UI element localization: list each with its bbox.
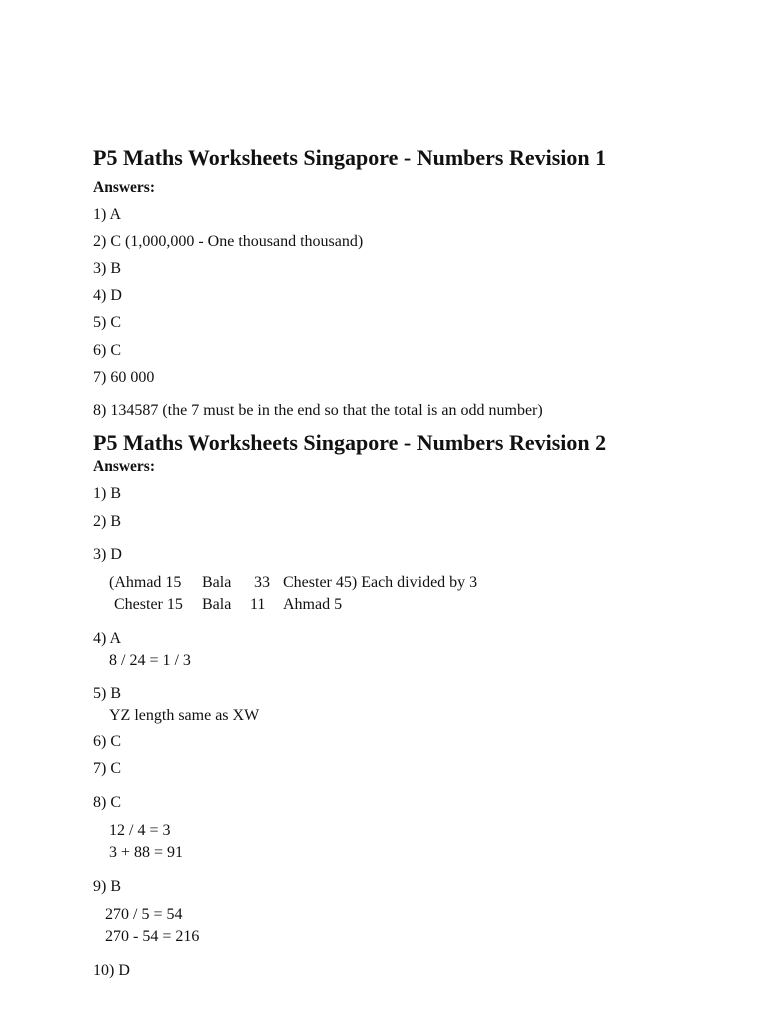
- section2-answer-8: 8) C: [93, 794, 121, 811]
- section1-title: P5 Maths Worksheets Singapore - Numbers Revision 1: [93, 145, 607, 170]
- section2-answer-6: 6) C: [93, 733, 121, 750]
- q3-row1-col1: (Ahmad 15: [109, 574, 182, 591]
- section2-answer-4: 4) A: [93, 630, 121, 647]
- section1-answer-8: 8) 134587 (the 7 must be in the end so that the total is an odd number): [93, 402, 543, 419]
- section2-title: P5 Maths Worksheets Singapore - Numbers Revision 2: [93, 430, 607, 455]
- section2-answer-10: 10) D: [93, 962, 130, 979]
- section2-answer-7: 7) C: [93, 760, 121, 777]
- section1-answer-5: 5) C: [93, 314, 121, 331]
- section1-answer-2: 2) C (1,000,000 - One thousand thousand): [93, 233, 364, 250]
- section2-answers-label: Answers:: [93, 458, 155, 475]
- q3-row2-col2: Bala: [202, 596, 232, 613]
- section2-answer-5: 5) B: [93, 685, 121, 702]
- section2-answer-3: 3) D: [93, 546, 122, 563]
- section2-answer-9: 9) B: [93, 878, 121, 895]
- section1-answers-label: Answers:: [93, 179, 155, 196]
- q9-working-line1: 270 / 5 = 54: [105, 906, 183, 923]
- section2-answer-2: 2) B: [93, 513, 121, 530]
- q3-row2-col4: Ahmad 5: [283, 596, 343, 613]
- section1-answer-6: 6) C: [93, 342, 121, 359]
- q3-row1-col2: Bala: [202, 574, 232, 591]
- q4-working: 8 / 24 = 1 / 3: [109, 652, 191, 669]
- section2-answer-1: 1) B: [93, 485, 121, 502]
- q9-working-line2: 270 - 54 = 216: [105, 928, 200, 945]
- q3-row2-col3: 11: [250, 596, 266, 613]
- q3-row2-col1: Chester 15: [114, 596, 183, 613]
- section1-answer-3: 3) B: [93, 260, 121, 277]
- section1-answer-7: 7) 60 000: [93, 369, 155, 386]
- section1-answer-4: 4) D: [93, 287, 122, 304]
- q3-row1-col4: Chester 45) Each divided by 3: [283, 574, 478, 591]
- q8-working-line2: 3 + 88 = 91: [109, 844, 184, 861]
- q8-working-line1: 12 / 4 = 3: [109, 822, 171, 839]
- q5-working: YZ length same as XW: [109, 707, 260, 724]
- q3-row1-col3: 33: [254, 574, 270, 591]
- section1-answer-1: 1) A: [93, 206, 121, 223]
